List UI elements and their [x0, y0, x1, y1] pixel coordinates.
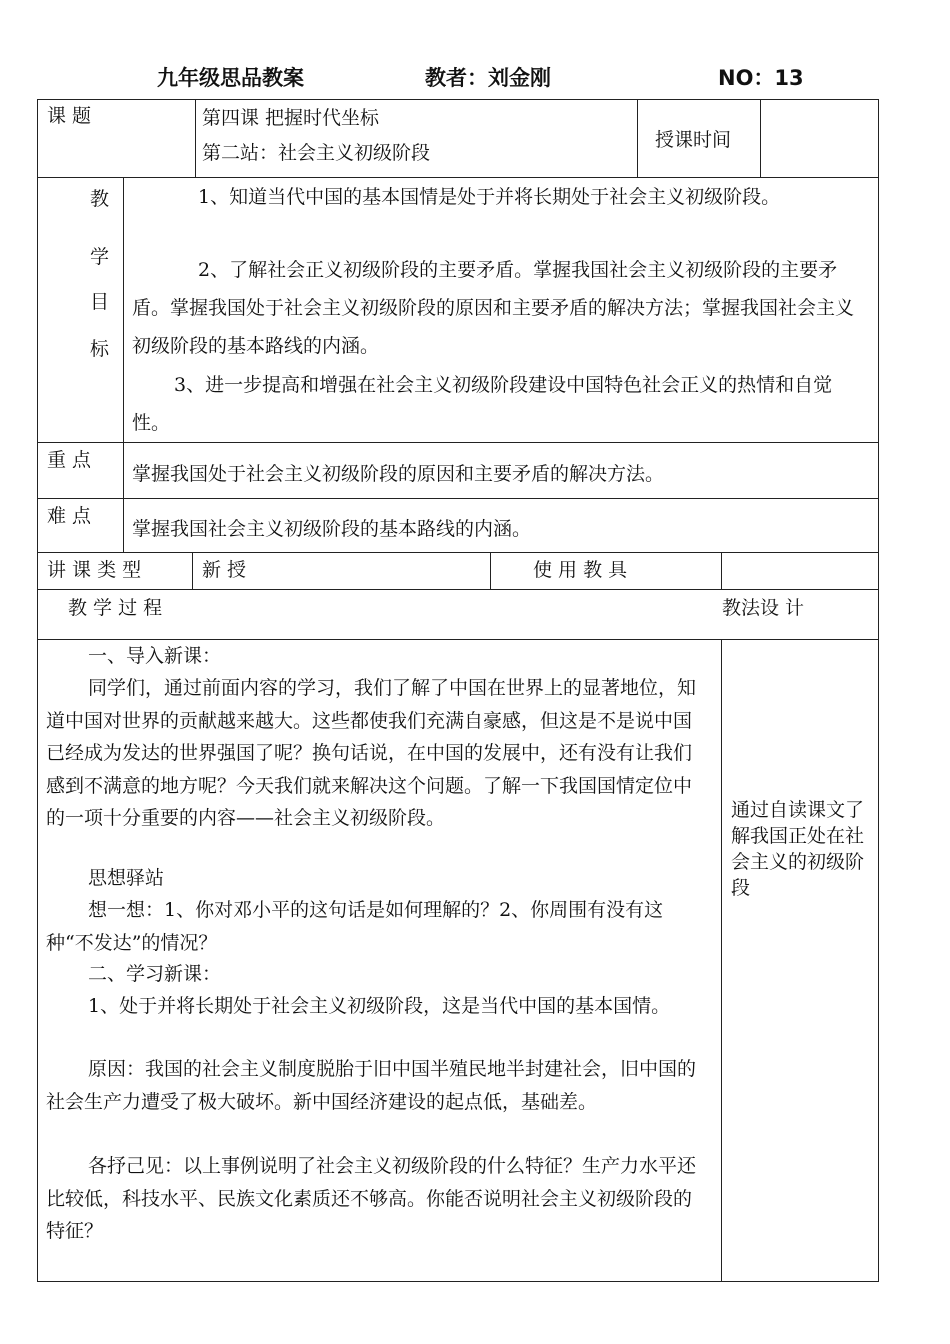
col-divider: [721, 552, 722, 589]
difficulty-text: 掌握我国社会主义初级阶段的基本路线的内涵。: [132, 518, 532, 540]
lesson-type-label: 讲 课 类 型: [47, 559, 142, 581]
method-design-note: 通过自读课文了解我国正处在社会主义的初级阶段: [731, 799, 865, 899]
row-divider: [37, 442, 879, 443]
col-divider: [123, 177, 124, 552]
process-paragraph: 想一想：1、你对邓小平的这句话是如何理解的？2、你周围有没有这种“不发达”的情况？: [46, 899, 664, 954]
document-title: 九年级思品教案: [157, 66, 304, 90]
process-paragraph: 同学们，通过前面内容的学习，我们了解了中国在世界上的显著地位，知道中国对世界的贡献越来越大。这些都使我们充满自豪感，但这是不是说中国已经成为发达的世界强国了呢？换句话说，在中国的发展中，还有没有让我们感到不满意的地方呢？今天我们就来解决这个问题。了解一下我国国情定位中的一项十分重要的内容——社会主义初级阶段。: [46, 677, 697, 829]
process-paragraph: 1、处于并将长期处于社会主义初级阶段，这是当代中国的基本国情。: [88, 995, 671, 1017]
objectives-label-char: 教: [90, 188, 110, 210]
table-border-left: [37, 99, 38, 1282]
table-border-top: [37, 99, 879, 100]
process-heading-station: 思想驿站: [88, 867, 165, 889]
row-divider: [37, 498, 879, 499]
objectives-label-char: 目: [90, 291, 110, 313]
process-paragraph: 原因：我国的社会主义制度脱胎于旧中国半殖民地半封建社会，旧中国的社会生产力遭受了极大破坏。新中国经济建设的起点低，基础差。: [46, 1058, 697, 1113]
lesson-type-value: 新 授: [202, 559, 247, 581]
teacher-name: 教者：刘金刚: [425, 66, 551, 90]
document-header: [0, 62, 950, 92]
process-header: 教 学 过 程: [68, 597, 163, 619]
objectives-label-char: 标: [90, 338, 110, 360]
table-border-bottom: [37, 1281, 879, 1282]
process-heading-new: 二、学习新课：: [88, 963, 222, 985]
objectives-label-char: 学: [90, 246, 110, 268]
col-divider: [195, 99, 196, 177]
teaching-tools-label: 使 用 教 具: [533, 559, 628, 581]
document-number: NO：13: [718, 66, 804, 90]
col-divider: [637, 99, 638, 177]
topic-line-2: 第二站：社会主义初级阶段: [202, 142, 431, 164]
objective-2: 2、了解社会正义初级阶段的主要矛盾。掌握我国社会主义初级阶段的主要矛盾。掌握我国处于社会主义初级阶段的原因和主要矛盾的解决方法；掌握我国社会主义初级阶段的基本路线的内涵。: [132, 259, 855, 357]
difficulty-label: 难 点: [47, 505, 92, 527]
row-divider: [37, 589, 879, 590]
col-divider: [490, 552, 491, 589]
objective-1: 1、知道当代中国的基本国情是处于并将长期处于社会主义初级阶段。: [198, 186, 781, 208]
table-border-right: [878, 99, 879, 1282]
row-divider: [37, 552, 879, 553]
key-point-label: 重 点: [47, 449, 92, 471]
col-divider: [192, 552, 193, 589]
topic-label: 课 题: [47, 105, 92, 127]
method-design-header: 教法设 计: [722, 597, 805, 619]
key-point-text: 掌握我国处于社会主义初级阶段的原因和主要矛盾的解决方法。: [132, 463, 665, 485]
topic-line-1: 第四课 把握时代坐标: [202, 107, 380, 129]
process-heading-intro: 一、导入新课：: [88, 645, 222, 667]
col-divider: [721, 639, 722, 1281]
process-paragraph: 各抒己见：以上事例说明了社会主义初级阶段的什么特征？生产力水平还比较低，科技水平、民族文化素质还不够高。你能否说明社会主义初级阶段的特征？: [46, 1155, 697, 1242]
objective-3: 3、进一步提高和增强在社会主义初级阶段建设中国特色社会正义的热情和自觉性。: [132, 374, 833, 434]
class-time-label: 授课时间: [655, 129, 732, 151]
col-divider: [760, 99, 761, 177]
